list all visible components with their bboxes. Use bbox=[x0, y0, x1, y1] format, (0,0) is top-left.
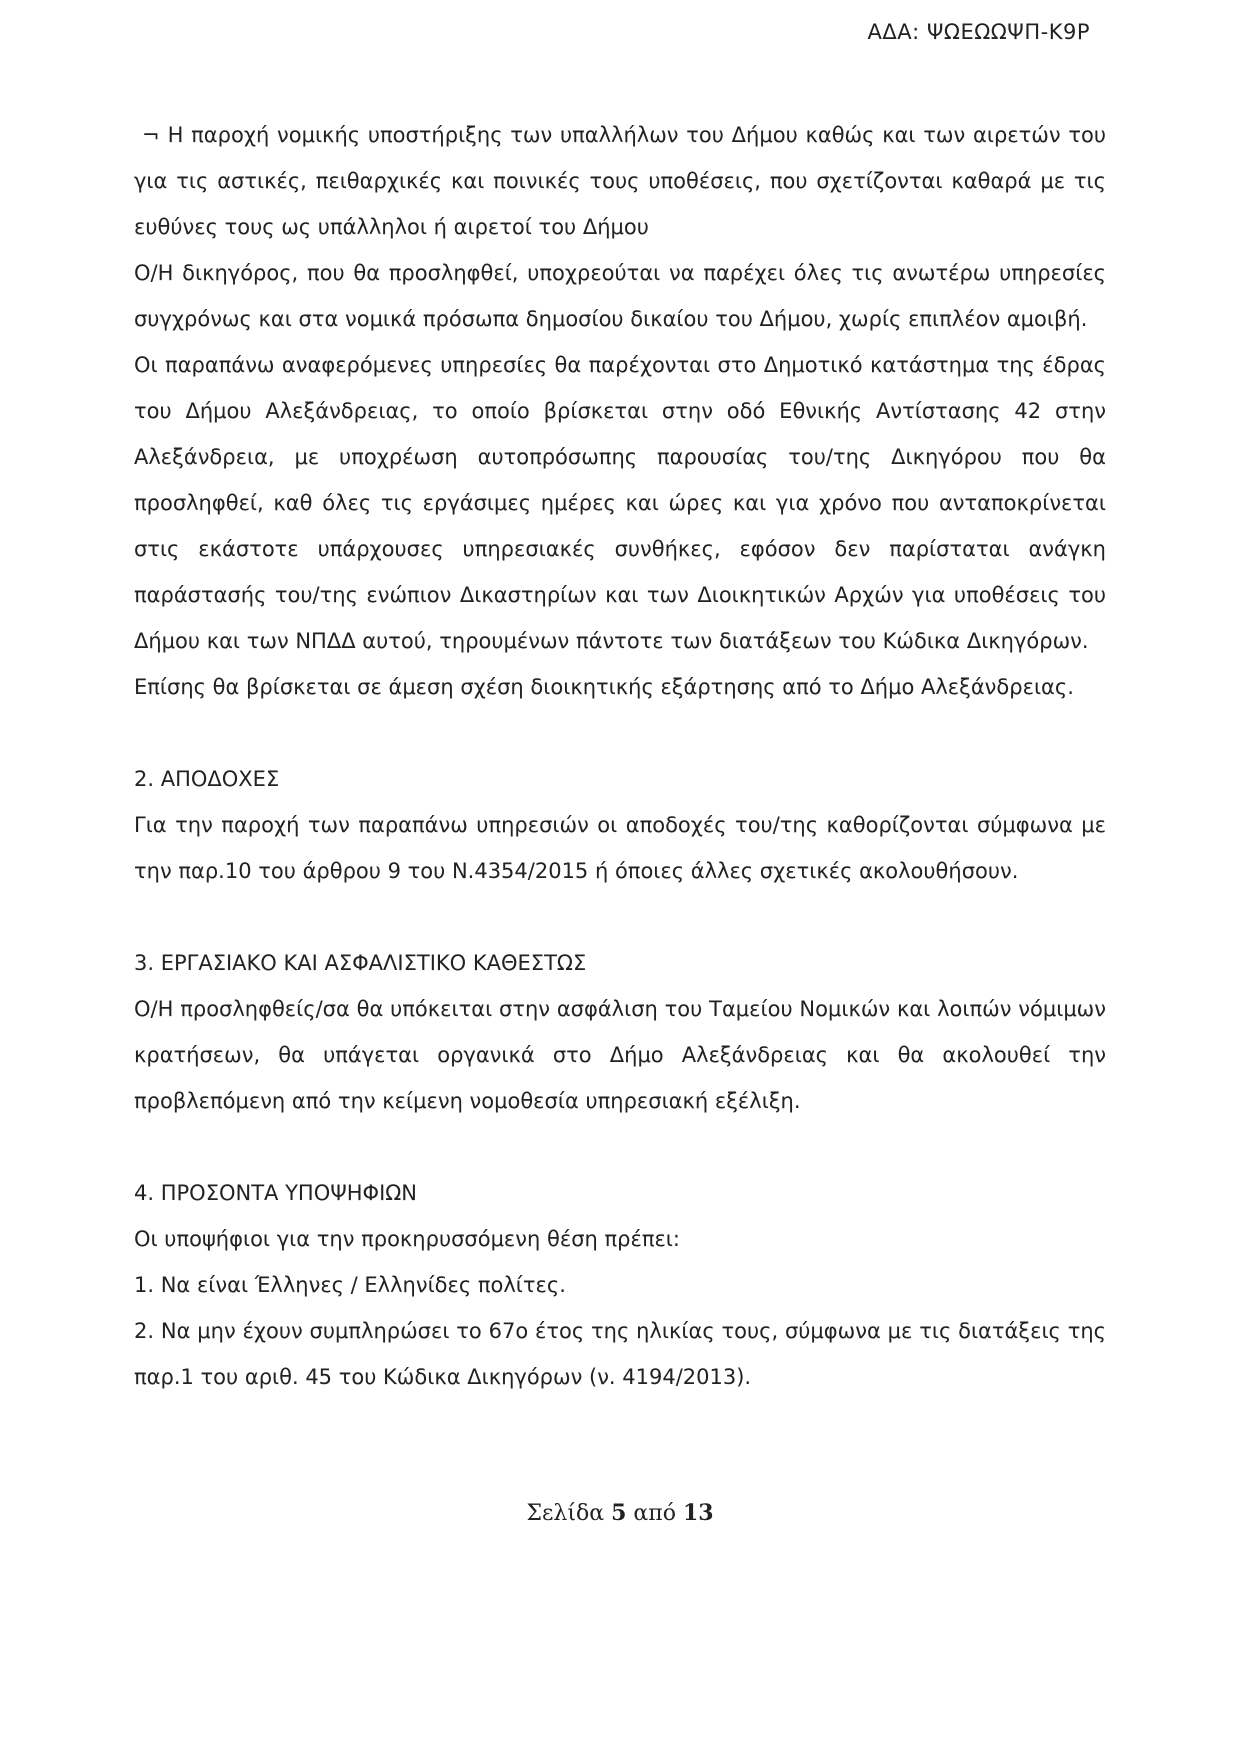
section-4-intro: Οι υποψήφιοι για την προκηρυσσόμενη θέση πρέπει: bbox=[134, 1227, 680, 1251]
document-body bbox=[134, 112, 1106, 1400]
paragraph-dependency: Επίσης θα βρίσκεται σε άμεση σχέση διοικητικής εξάρτησης από το Δήμο Αλεξάνδρειας. bbox=[134, 675, 1074, 699]
paragraph-lawyer: Ο/Η δικηγόρος, που θα προσληφθεί, υποχρεούται να παρέχει όλες τις ανωτέρω υπηρεσίες συγχρόνως και στα νομικά πρόσωπα δημοσίου δικαίου του Δήμου, χωρίς επιπλέον αμοιβή. bbox=[134, 261, 1106, 331]
bullet-paragraph bbox=[134, 112, 1106, 250]
paragraph-services: Οι παραπάνω αναφερόμενες υπηρεσίες θα παρέχονται στο Δημοτικό κατάστημα της έδρας του Δήμου Αλεξάνδρειας, το οποίο βρίσκεται στην οδό Εθνικής Αντίστασης 42 στην Αλεξάνδρεια, με υποχρέωση αυτοπρόσωπης παρουσίας του/της Δικηγόρου που θα προσληφθεί, καθ όλες τις εργάσιμες ημέρες και ώρες και για χρόνο που ανταποκρίνεται στις εκάστοτε υπάρχουσες υπηρεσιακές συνθήκες, εφόσον δεν παρίσταται ανάγκη παράστασής του/της ενώπιον Δικαστηρίων και των Διοικητικών Αρχών για υποθέσεις του Δήμου και των ΝΠΔΔ αυτού, τηρουμένων πάντοτε των διατάξεων του Κώδικα Δικηγόρων. bbox=[134, 353, 1106, 653]
current-page-number: 5 bbox=[611, 1500, 627, 1526]
total-pages-number: 13 bbox=[682, 1500, 714, 1526]
page-word: Σελίδα bbox=[526, 1501, 605, 1526]
of-word: από bbox=[633, 1501, 676, 1526]
spacer bbox=[134, 710, 1106, 756]
section-3-text: Ο/Η προσληφθείς/σα θα υπόκειται στην ασφάλιση του Ταμείου Νομικών και λοιπών νόμιμων κρατήσεων, θα υπάγεται οργανικά στο Δήμο Αλεξάνδρειας και θα ακολουθεί την προβλεπόμενη από την κείμενη νομοθεσία υπηρεσιακή εξέλιξη. bbox=[134, 997, 1106, 1113]
section-2-text: Για την παροχή των παραπάνω υπηρεσιών οι αποδοχές του/της καθορίζονται σύμφωνα με την παρ.10 του άρθρου 9 του Ν.4354/2015 ή όποιες άλλες σχετικές ακολουθήσουν. bbox=[134, 813, 1106, 883]
page-footer bbox=[0, 1500, 1240, 1526]
bullet-marker: ¬ bbox=[142, 123, 160, 147]
bullet-text: Η παροχή νομικής υποστήριξης των υπαλλήλων του Δήμου καθώς και των αιρετών του για τις αστικές, πειθαρχικές και ποινικές τους υποθέσεις, που σχετίζονται καθαρά με τις ευθύνες τους ως υπάλληλοι ή αιρετοί του Δήμου bbox=[134, 123, 1106, 239]
section-4-item-2: 2. Να μην έχουν συμπληρώσει το 67ο έτος της ηλικίας τους, σύμφωνα με τις διατάξεις της παρ.1 του αριθ. 45 του Κώδικα Δικηγόρων (ν. 4194/2013). bbox=[134, 1319, 1106, 1389]
ada-code: ΑΔΑ: ΨΩΕΩΩΨΠ-Κ9Ρ bbox=[867, 20, 1090, 44]
section-4-item-1: 1. Να είναι Έλληνες / Ελληνίδες πολίτες. bbox=[134, 1273, 566, 1297]
spacer bbox=[134, 894, 1106, 940]
section-4-heading: 4. ΠΡΟΣΟΝΤΑ ΥΠΟΨΗΦΙΩΝ bbox=[134, 1181, 418, 1205]
section-2-heading: 2. ΑΠΟΔΟΧΕΣ bbox=[134, 767, 280, 791]
spacer bbox=[134, 1124, 1106, 1170]
section-3-heading: 3. ΕΡΓΑΣΙΑΚΟ ΚΑΙ ΑΣΦΑΛΙΣΤΙΚΟ ΚΑΘΕΣΤΩΣ bbox=[134, 951, 587, 975]
